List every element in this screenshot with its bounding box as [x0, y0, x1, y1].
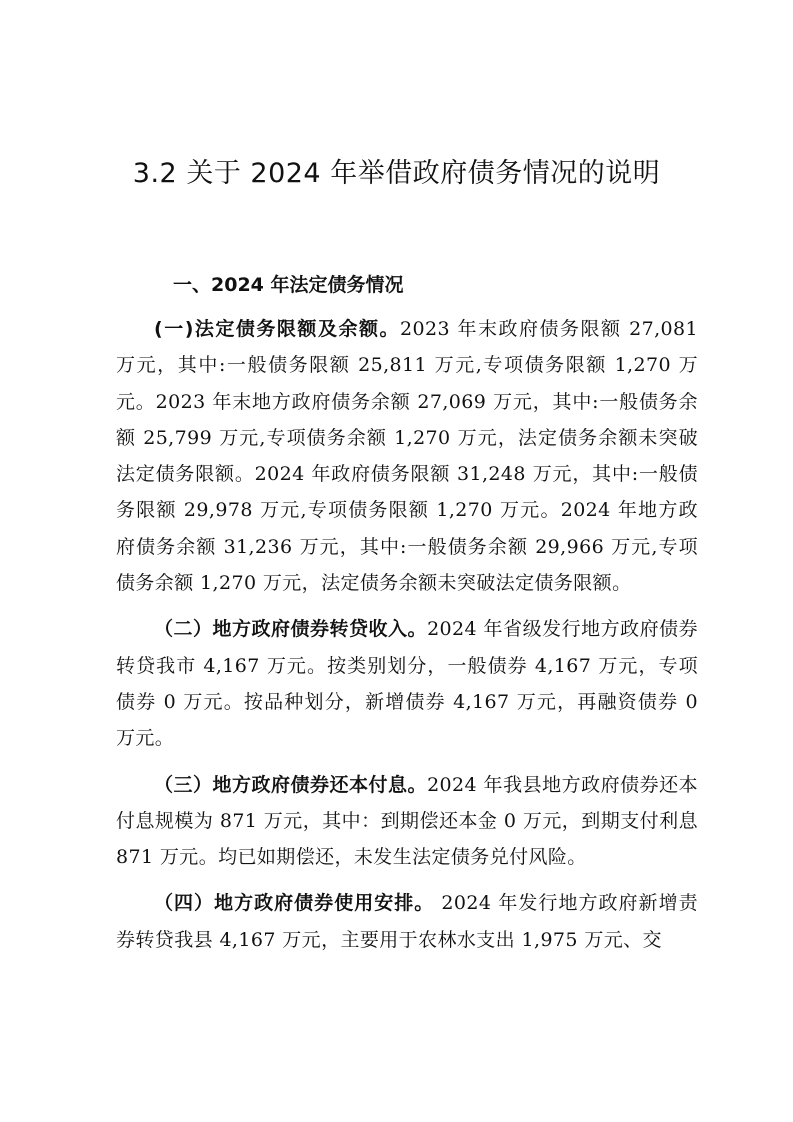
paragraph-lead: （四）地方政府债券使用安排。: [154, 892, 435, 915]
paragraph-text: 2023 年末政府债务限额 27,081 万元，其中:一般债务限额 25,811 万元,专项债务限额 1,270 万元。2023 年末地方政府债务余额 27,069 万元，其中:一般债务余额 25,799 万元,专项债务余额 1,270 万元，法定债务余额未突破法定债务限额。2024 年政府债务限额 31,248 万元，其中:一般债务限额 29,978 万元,专项债务限额 1,270 万元。2024 年地方政府债务余额 31,236 万元，其中:一般债务余额 29,966 万元,专项债务余额 1,270 万元，法定债务余额未突破法定债务限额。: [116, 318, 698, 595]
paragraph-bond-repayment: [116, 767, 698, 876]
paragraph-bond-usage: [116, 885, 698, 958]
section-heading: 一、2024 年法定债务情况: [173, 274, 404, 296]
paragraph-lead: (一)法定债务限额及余额。: [154, 318, 400, 340]
paragraph-bond-transfer-income: [116, 611, 698, 756]
page-title: 3.2 关于 2024 年举借政府债务情况的说明: [132, 158, 661, 189]
paragraph-text: 2024 年我县地方政府债券还本付息规模为 871 万元，其中：到期偿还本金 0 万元，到期支付利息 871 万元。均已如期偿还，未发生法定债务兑付风险。: [116, 773, 698, 869]
paragraph-lead: （二）地方政府债券转贷收入。: [154, 618, 428, 641]
paragraph-lead: （三）地方政府债券还本付息。: [154, 773, 428, 796]
paragraph-text: 2024 年省级发行地方政府债券转贷我市 4,167 万元。按类别划分，一般债券 4,167 万元，专项债券 0 万元。按品种划分，新增债券 4,167 万元，再融资债券 0 万元。: [116, 618, 698, 750]
paragraph-debt-limit-balance: [116, 311, 698, 601]
paragraph-text: 2024 年发行地方政府新增责券转贷我县 4,167 万元，主要用于农林水支出 1,975 万元、交: [116, 892, 698, 951]
document-body: [116, 311, 698, 968]
